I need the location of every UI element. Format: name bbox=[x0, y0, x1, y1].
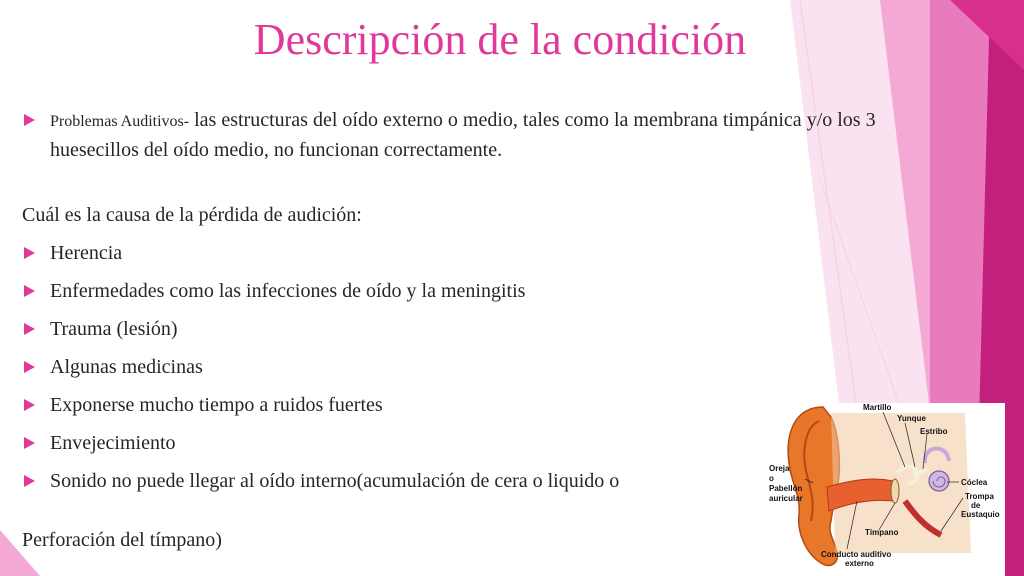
list-item-text: Exponerse mucho tiempo a ruidos fuertes bbox=[50, 394, 383, 416]
label-trompa-1: Trompa bbox=[965, 492, 994, 501]
bullet-arrow-icon bbox=[24, 399, 35, 411]
list-item-text: Enfermedades como las infecciones de oído y la meningitis bbox=[50, 280, 526, 302]
intro-bullet bbox=[22, 106, 962, 164]
list-item-text: Algunas medicinas bbox=[50, 356, 203, 378]
slide-title: Descripción de la condición bbox=[253, 15, 747, 64]
list-item bbox=[22, 277, 962, 305]
list-item-text: Trauma (lesión) bbox=[50, 318, 178, 340]
eardrum bbox=[891, 479, 899, 503]
bullet-arrow-icon bbox=[24, 247, 35, 259]
bullet-arrow-icon bbox=[24, 114, 35, 126]
list-item-text: Herencia bbox=[50, 242, 123, 264]
bullet-arrow-icon bbox=[24, 285, 35, 297]
label-oreja-3: Pabellón bbox=[769, 484, 803, 493]
label-oreja-2: o bbox=[769, 474, 774, 483]
label-trompa-2: de bbox=[971, 501, 981, 510]
label-oreja-1: Oreja bbox=[769, 464, 790, 473]
label-coclea: Cóclea bbox=[961, 478, 988, 487]
intro-text: las estructuras del oído externo o medio, tales como la membrana timpánica y/o los 3 huesecillos del oído medio, no funcionan correctamente. bbox=[50, 109, 876, 161]
cochlea bbox=[929, 471, 949, 491]
bullet-arrow-icon bbox=[24, 475, 35, 487]
list-item-text: Sonido no puede llegar al oído interno(acumulación de cera o liquido o bbox=[50, 470, 620, 492]
list-item bbox=[22, 239, 962, 267]
bullet-arrow-icon bbox=[24, 361, 35, 373]
intro-prefix: Problemas Auditivos- bbox=[50, 113, 190, 130]
label-timpano: Tímpano bbox=[865, 528, 899, 537]
list-item-text: Envejecimiento bbox=[50, 432, 176, 454]
label-martillo: Martillo bbox=[863, 403, 892, 412]
cause-heading: Cuál es la causa de la pérdida de audición: bbox=[22, 204, 362, 226]
list-item bbox=[22, 315, 962, 343]
label-conducto-2: externo bbox=[845, 559, 874, 568]
ear-anatomy-diagram bbox=[765, 403, 1005, 576]
label-oreja-4: auricular bbox=[769, 494, 803, 503]
label-trompa-3: Eustaquio bbox=[961, 510, 1000, 519]
bullet-arrow-icon bbox=[24, 437, 35, 449]
bullet-arrow-icon bbox=[24, 323, 35, 335]
label-conducto-1: Conducto auditivo bbox=[821, 550, 892, 559]
causes-tail: Perforación del tímpano) bbox=[22, 529, 222, 551]
label-estribo: Estribo bbox=[920, 427, 948, 436]
label-yunque: Yunque bbox=[897, 414, 926, 423]
list-item bbox=[22, 353, 962, 381]
ear-illustration bbox=[765, 403, 1005, 576]
